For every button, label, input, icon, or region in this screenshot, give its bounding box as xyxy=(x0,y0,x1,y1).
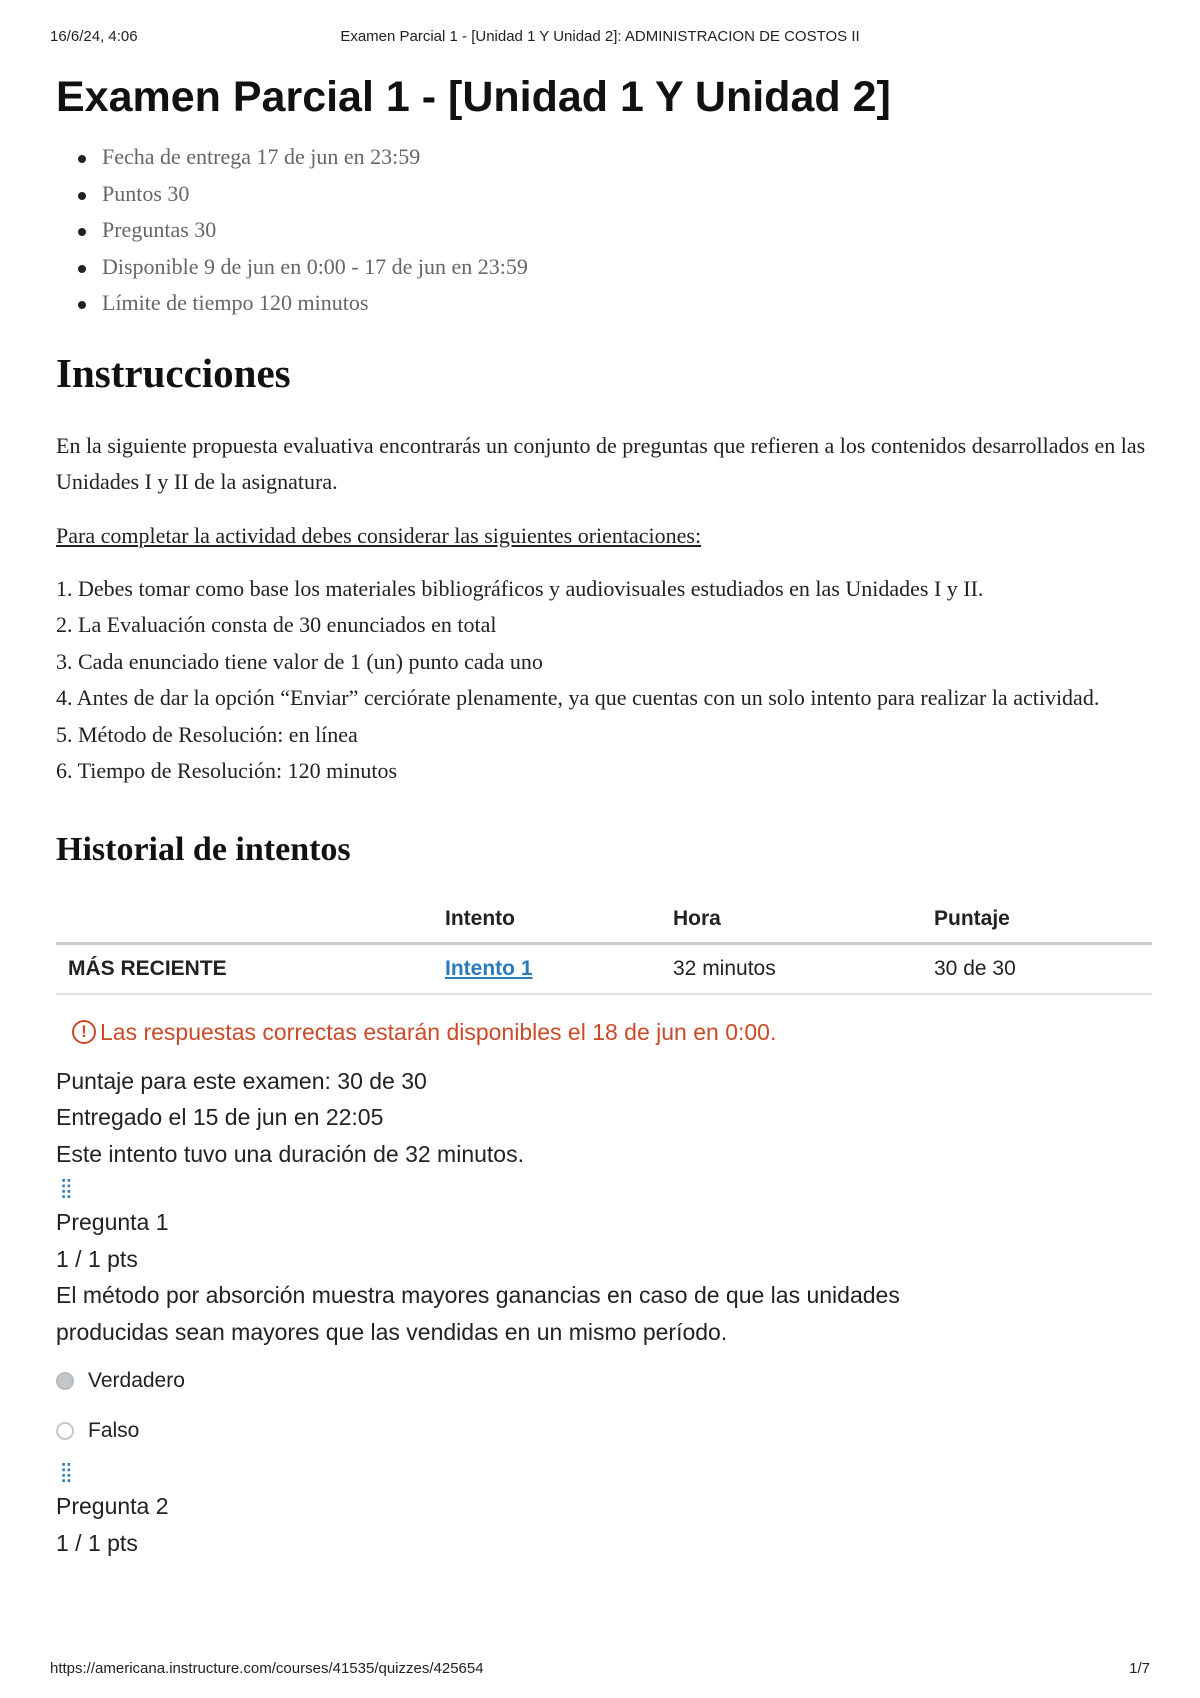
answers-availability-notice xyxy=(72,1015,1152,1049)
detail-points: Puntos 30 xyxy=(102,176,1152,213)
instruction-item: 2. La Evaluación consta de 30 enunciados en total xyxy=(56,612,497,637)
question-points: 1 / 1 pts xyxy=(56,1529,138,1556)
detail-available: Disponible 9 de jun en 0:00 - 17 de jun en 23:59 xyxy=(102,249,1152,286)
answer-option-verdadero[interactable] xyxy=(56,1356,1152,1406)
summary-submitted: Entregado el 15 de jun en 22:05 xyxy=(56,1104,384,1130)
page-number: 1/7 xyxy=(1129,1660,1150,1677)
quiz-details xyxy=(56,139,1152,322)
warning-circle-icon: ! xyxy=(72,1020,96,1044)
print-header xyxy=(50,28,1150,48)
detail-questions: Preguntas 30 xyxy=(102,212,1152,249)
instruction-item: 1. Debes tomar como base los materiales bibliográficos y audiovisuales estudiados en las Unidades I y II. xyxy=(56,575,984,601)
answer-label: Verdadero xyxy=(88,1369,185,1392)
question-label: Pregunta 2 xyxy=(56,1493,169,1519)
radio-selected-icon[interactable] xyxy=(56,1372,74,1390)
print-date: 16/6/24, 4:06 xyxy=(50,28,138,45)
page-url: https://americana.instructure.com/courses/41535/quizzes/425654 xyxy=(50,1660,484,1677)
summary-duration: Este intento tuvo una duración de 32 minutos. xyxy=(56,1140,524,1167)
notice-text: Las respuestas correctas estarán disponibles el 18 de jun en 0:00. xyxy=(100,1018,777,1045)
question-points: 1 / 1 pts xyxy=(56,1245,138,1272)
attempt-time: 32 minutos xyxy=(661,943,922,994)
quiz-content xyxy=(56,70,1152,1561)
radio-empty-icon[interactable] xyxy=(56,1422,74,1440)
column-header-empty xyxy=(56,896,433,944)
instructions-subhead: Para completar la actividad debes considerar las siguientes orientaciones: xyxy=(56,522,702,548)
answer-option-falso[interactable] xyxy=(56,1406,1152,1456)
attempt-cell xyxy=(433,943,661,994)
column-header-attempt: Intento xyxy=(433,896,661,944)
instruction-item: 5. Método de Resolución: en línea xyxy=(56,721,358,747)
question-1 xyxy=(56,1174,1152,1456)
attempt-score: 30 de 30 xyxy=(922,943,1152,994)
instructions-list xyxy=(56,571,1152,790)
attempt-label: MÁS RECIENTE xyxy=(56,943,433,994)
attempt-history-table xyxy=(56,896,1152,995)
question-label: Pregunta 1 xyxy=(56,1209,169,1235)
instruction-item: 4. Antes de dar la opción “Enviar” cerciórate plenamente, ya que cuentas con un solo intento para realizar la actividad. xyxy=(56,685,1100,710)
print-title: Examen Parcial 1 - [Unidad 1 Y Unidad 2]: ADMINISTRACION DE COSTOS II xyxy=(340,28,860,45)
table-row xyxy=(56,943,1152,994)
attempt-summary xyxy=(56,1063,1152,1173)
drag-handle-icon: ⁞⁞ xyxy=(60,1458,71,1488)
table-header-row xyxy=(56,896,1152,944)
column-header-score: Puntaje xyxy=(922,896,1152,944)
instruction-item: 6. Tiempo de Resolución: 120 minutos xyxy=(56,758,398,783)
detail-time-limit: Límite de tiempo 120 minutos xyxy=(102,285,1152,322)
detail-due-date: Fecha de entrega 17 de jun en 23:59 xyxy=(102,139,1152,176)
attempt-link[interactable]: Intento 1 xyxy=(445,956,533,980)
instructions-heading: Instrucciones xyxy=(56,349,291,396)
question-text: El método por absorción muestra mayores ganancias en caso de que las unidades producidas sean mayores que las vendidas en un mismo período. xyxy=(56,1282,900,1345)
question-2 xyxy=(56,1458,1152,1561)
quiz-title: Examen Parcial 1 - [Unidad 1 Y Unidad 2] xyxy=(56,73,891,121)
column-header-time: Hora xyxy=(661,896,922,944)
instructions-intro: En la siguiente propuesta evaluativa encontrarás un conjunto de preguntas que refieren a los contenidos desarrollados en las Unidades I y II de la asignatura. xyxy=(56,432,1146,494)
answer-label: Falso xyxy=(88,1419,140,1442)
print-footer xyxy=(50,1660,1150,1680)
drag-handle-icon: ⁞⁞ xyxy=(60,1174,71,1204)
instruction-item: 3. Cada enunciado tiene valor de 1 (un) punto cada uno xyxy=(56,648,543,674)
history-heading: Historial de intentos xyxy=(56,830,351,868)
summary-score: Puntaje para este examen: 30 de 30 xyxy=(56,1067,427,1094)
